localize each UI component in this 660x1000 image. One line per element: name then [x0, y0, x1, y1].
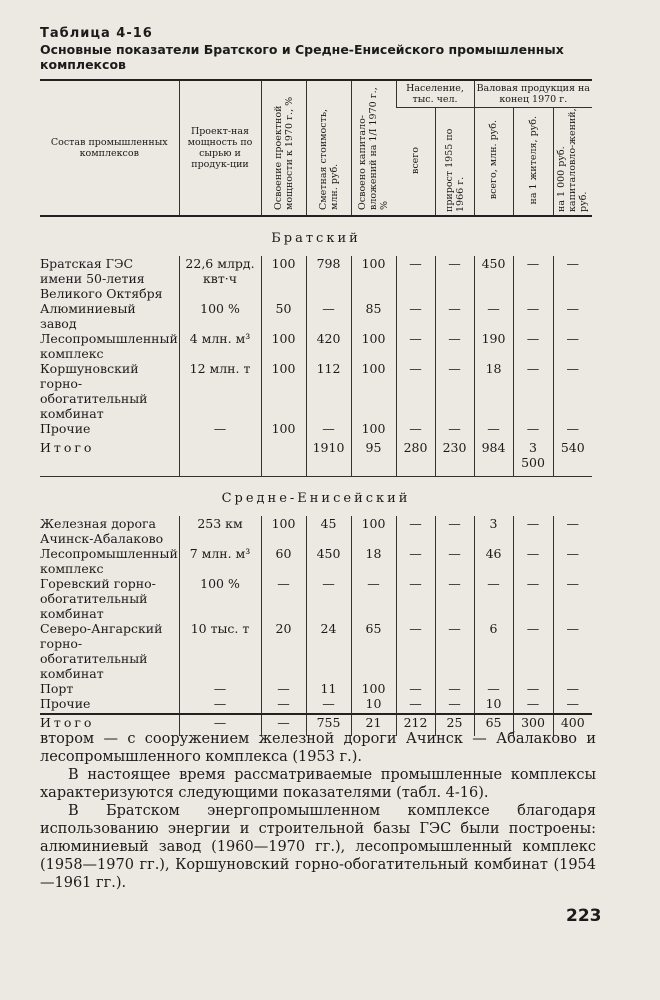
table-caption: Таблица 4-16	[40, 26, 153, 41]
header-out-total: всего, млн. руб.	[474, 108, 513, 217]
row-capital: 100	[351, 256, 396, 301]
row-pop: —	[396, 681, 435, 696]
section-title: Средне-Енисейский	[221, 491, 411, 506]
row-cost: 45	[306, 516, 351, 546]
row-pop: —	[396, 546, 435, 576]
total-per-capital: 540	[553, 436, 592, 477]
row-capacity: —	[179, 681, 261, 696]
row-name: Порт	[40, 681, 74, 696]
total-per-capita: 300	[513, 711, 553, 736]
total-capacity: —	[179, 711, 261, 736]
row-output: —	[474, 576, 513, 621]
row-per-capital: —	[553, 516, 592, 546]
row-capacity: —	[179, 696, 261, 711]
row-mastering: —	[261, 696, 306, 711]
row-output: 3	[474, 516, 513, 546]
header-composition: Состав промышленных комплексов	[50, 137, 168, 159]
row-mastering: —	[261, 576, 306, 621]
row-output: 18	[474, 361, 513, 421]
total-capital: 21	[351, 711, 396, 736]
row-pop: —	[396, 361, 435, 421]
total-growth: 25	[435, 711, 474, 736]
table-row	[40, 256, 592, 301]
total-capacity	[179, 436, 261, 477]
row-per-capita: —	[513, 516, 553, 546]
row-capacity: 12 млн. т	[179, 361, 261, 421]
row-per-capital: —	[553, 301, 592, 331]
table-row	[40, 421, 592, 436]
row-name: Северо-Ангарский горно-обогатительный комбинат	[40, 621, 163, 681]
row-name: Коршуновский горно-обогатительный комбинат	[40, 361, 148, 421]
total-per-capita: 3 500	[513, 436, 553, 477]
row-output: 450	[474, 256, 513, 301]
row-per-capita: —	[513, 546, 553, 576]
header-pop-total: всего	[409, 146, 421, 174]
row-name: Прочие	[40, 421, 91, 436]
total-per-capital: 400	[553, 711, 592, 736]
table-bottom-rule	[40, 713, 592, 715]
total-pop: 212	[396, 711, 435, 736]
header-mastering: Освоение проектной мощности к 1970 г., %	[261, 80, 306, 216]
row-mastering: —	[261, 681, 306, 696]
row-growth: —	[435, 576, 474, 621]
row-pop: —	[396, 621, 435, 681]
row-pop: —	[396, 301, 435, 331]
row-capital: 100	[351, 681, 396, 696]
row-per-capital: —	[553, 331, 592, 361]
body-text	[40, 730, 596, 892]
table-row	[40, 301, 592, 331]
header-pop-growth: прирост 1955 по 1966 г.	[435, 108, 474, 217]
row-cost: —	[306, 301, 351, 331]
table-row	[40, 516, 592, 546]
table-row	[40, 681, 592, 696]
row-per-capita: —	[513, 421, 553, 436]
section-middle-yenisei	[40, 477, 592, 737]
row-output: 190	[474, 331, 513, 361]
row-per-capita: —	[513, 576, 553, 621]
row-growth: —	[435, 421, 474, 436]
total-capital: 95	[351, 436, 396, 477]
row-capacity: 7 млн. м³	[179, 546, 261, 576]
total-output: 984	[474, 436, 513, 477]
row-mastering: 20	[261, 621, 306, 681]
table-row	[40, 331, 592, 361]
row-cost: 24	[306, 621, 351, 681]
row-pop: —	[396, 256, 435, 301]
row-capital: 100	[351, 331, 396, 361]
row-capital: 100	[351, 421, 396, 436]
header-out-per-capital: на 1 000 руб. капиталовло-жений, руб.	[553, 108, 592, 217]
row-output: 10	[474, 696, 513, 711]
row-per-capital: —	[553, 696, 592, 711]
row-cost: 112	[306, 361, 351, 421]
row-name: Железная дорога Ачинск-Абалаково	[40, 516, 164, 546]
row-output: —	[474, 421, 513, 436]
row-mastering: 100	[261, 421, 306, 436]
row-growth: —	[435, 621, 474, 681]
row-capital: 18	[351, 546, 396, 576]
table-row	[40, 361, 592, 421]
total-output: 65	[474, 711, 513, 736]
row-pop: —	[396, 516, 435, 546]
table-row	[40, 621, 592, 681]
row-cost: —	[306, 696, 351, 711]
row-capital: 100	[351, 361, 396, 421]
section-bratsk	[40, 216, 592, 477]
total-mastering	[261, 436, 306, 477]
row-growth: —	[435, 361, 474, 421]
row-cost: —	[306, 576, 351, 621]
row-output: 46	[474, 546, 513, 576]
row-output: —	[474, 681, 513, 696]
row-pop: —	[396, 576, 435, 621]
paragraph: В настоящее время рассматриваемые промышленные комплексы характеризуются следующими показателями (табл. 4-16).	[40, 767, 596, 801]
row-growth: —	[435, 516, 474, 546]
row-capacity: 253 км	[179, 516, 261, 546]
row-per-capita: —	[513, 621, 553, 681]
row-mastering: 50	[261, 301, 306, 331]
row-name: Братская ГЭС имени 50-летия Великого Октября	[40, 256, 163, 301]
total-mastering: —	[261, 711, 306, 736]
table-row	[40, 576, 592, 621]
row-growth: —	[435, 301, 474, 331]
row-capacity: —	[179, 421, 261, 436]
header-output: Валовая продукция на конец 1970 г.	[474, 80, 592, 108]
row-name: Лесопромышленный комплекс	[40, 331, 178, 361]
paragraph: втором — с сооружением железной дороги Ачинск — Абалаково и лесопромышленного комплекса (1953 г.).	[40, 731, 596, 765]
table-row	[40, 546, 592, 576]
row-mastering: 100	[261, 256, 306, 301]
paragraph: В Братском энергопромышленном комплексе благодаря использованию энергии и строительной базы ГЭС были построены: алюминиевый завод (1960—1970 гг.), лесопромышленный комплекс (1958—1970 гг.), Коршуновский горно-обогатительный комбинат (1954—1961 гг.).	[40, 803, 596, 891]
row-per-capita: —	[513, 361, 553, 421]
indicators-table	[40, 79, 592, 736]
section-title: Братский	[271, 231, 361, 246]
row-capital: 100	[351, 516, 396, 546]
total-cost: 1910	[306, 436, 351, 477]
row-per-capita: —	[513, 696, 553, 711]
row-capital: 65	[351, 621, 396, 681]
header-out-per-capita: на 1 жителя, руб.	[513, 108, 553, 217]
row-capacity: 22,6 млрд. квт·ч	[179, 256, 261, 301]
row-capital: —	[351, 576, 396, 621]
header-cost: Сметная стоимость, млн. руб.	[306, 80, 351, 216]
row-mastering: 100	[261, 361, 306, 421]
row-pop: —	[396, 696, 435, 711]
row-capacity: 4 млн. м³	[179, 331, 261, 361]
table-header	[40, 80, 592, 216]
row-growth: —	[435, 256, 474, 301]
row-cost: 450	[306, 546, 351, 576]
row-per-capita: —	[513, 301, 553, 331]
table-row	[40, 696, 592, 711]
row-growth: —	[435, 696, 474, 711]
header-capacity: Проект-ная мощность по сырью и продук-ции	[179, 80, 261, 216]
table-title: Основные показатели Братского и Средне-Енисейского промышленных комплексов	[40, 42, 564, 72]
page-number: 223	[566, 906, 602, 926]
row-pop: —	[396, 421, 435, 436]
header-capital: Освоено капитало-вложений на 1/I 1970 г., %	[351, 80, 396, 216]
total-growth: 230	[435, 436, 474, 477]
total-pop: 280	[396, 436, 435, 477]
row-mastering: 60	[261, 546, 306, 576]
total-row	[40, 436, 592, 477]
row-per-capita: —	[513, 256, 553, 301]
row-growth: —	[435, 546, 474, 576]
row-output: —	[474, 301, 513, 331]
row-per-capital: —	[553, 681, 592, 696]
row-cost: —	[306, 421, 351, 436]
total-cost: 755	[306, 711, 351, 736]
row-cost: 798	[306, 256, 351, 301]
row-growth: —	[435, 331, 474, 361]
row-capital: 85	[351, 301, 396, 331]
row-per-capital: —	[553, 576, 592, 621]
row-per-capita: —	[513, 331, 553, 361]
row-capacity: 10 тыс. т	[179, 621, 261, 681]
total-label: Итого	[40, 440, 95, 455]
row-growth: —	[435, 681, 474, 696]
row-capacity: 100 %	[179, 576, 261, 621]
header-population: Население, тыс. чел.	[396, 80, 474, 108]
row-capital: 10	[351, 696, 396, 711]
row-per-capita: —	[513, 681, 553, 696]
row-cost: 11	[306, 681, 351, 696]
row-per-capital: —	[553, 361, 592, 421]
row-pop: —	[396, 331, 435, 361]
row-cost: 420	[306, 331, 351, 361]
row-name: Прочие	[40, 696, 91, 711]
row-mastering: 100	[261, 331, 306, 361]
row-name: Лесопромышленный комплекс	[40, 546, 178, 576]
total-label: Итого	[40, 715, 95, 730]
row-name: Горевский горно-обогатительный комбинат	[40, 576, 156, 621]
row-mastering: 100	[261, 516, 306, 546]
row-per-capital: —	[553, 256, 592, 301]
row-per-capital: —	[553, 421, 592, 436]
row-per-capital: —	[553, 621, 592, 681]
row-output: 6	[474, 621, 513, 681]
row-per-capital: —	[553, 546, 592, 576]
row-name: Алюминиевый завод	[40, 301, 136, 331]
row-capacity: 100 %	[179, 301, 261, 331]
